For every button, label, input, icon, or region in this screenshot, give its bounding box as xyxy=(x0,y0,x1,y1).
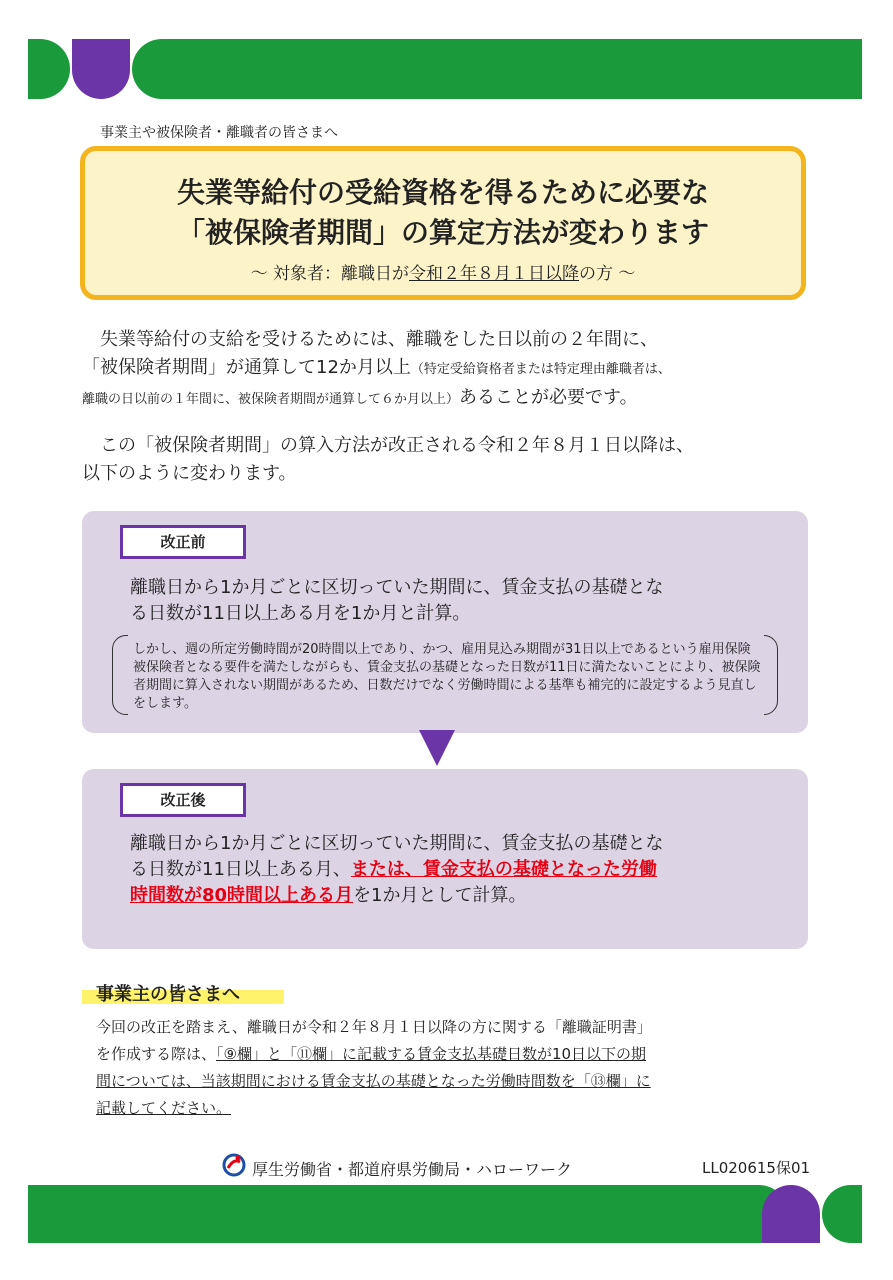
target-date: 令和２年８月１日以降 xyxy=(409,264,579,284)
footer-green-bar xyxy=(28,1185,788,1243)
intro-paragraph-1: 失業等給付の支給を受けるためには、離職をした日以前の２年間に、 「被保険者期間」が通算して12か月以上（特定受給資格者または特定理由離職者は、 離職の日以前の１年間に、被保険者期間が通算して６か月以上）あることが必要です。 xyxy=(82,329,671,408)
employer-body: 今回の改正を踏まえ、離職日が令和２年８月１日以降の方に関する「離職証明書」 を作成する際は、「⑨欄」と「⑪欄」に記載する賃金支払基礎日数が10日以下の期 間については、当該期間における賃金支払の基礎となった労働時間数を「⑬欄」に 記載してください。 xyxy=(96,1018,652,1117)
title-line-2: 「被保険者期間」の算定方法が変わります xyxy=(176,216,709,249)
employer-heading: 事業主の皆さまへ xyxy=(96,984,240,1005)
footer-document-code: LL020615保01 xyxy=(702,1159,811,1177)
ministry-logo-icon xyxy=(222,1153,246,1177)
down-arrow-icon xyxy=(419,730,455,766)
header-purple-drop xyxy=(72,39,130,99)
highlight-text: または、賃金支払の基礎となった労働 xyxy=(350,859,657,880)
title-box xyxy=(80,146,806,300)
footer-purple-drop xyxy=(762,1185,820,1243)
before-note: しかし、週の所定労働時間が20時間以上であり、かつ、雇用見込み期間が31日以上であるという雇用保険被保険者となる要件を満たしながらも、賃金支払の基礎となった日数が11日に満たないことにより、被保険者期間に算入されない期間があるため、日数だけでなく労働時間による基準も補完的に設定するよう見直しをします。 xyxy=(112,635,778,715)
audience-label: 事業主や被保険者・離職者の皆さまへ xyxy=(100,125,338,141)
after-tag: 改正後 xyxy=(120,783,246,817)
header-green-left-block xyxy=(28,39,70,99)
intro-paragraph-2: この「被保険者期間」の算入方法が改正される令和２年８月１日以降は、 以下のように変わります。 xyxy=(82,435,694,484)
header-green-bar xyxy=(132,39,862,99)
title-line-1: 失業等給付の受給資格を得るために必要な xyxy=(176,176,709,209)
title-subtitle: ～ 対象者：離職日が令和２年８月１日以降の方 ～ xyxy=(250,264,636,284)
after-text: 離職日から1か月ごとに区切っていた期間に、賃金支払の基礎とな る日数が11日以上ある月、または、賃金支払の基礎となった労働 時間数が80時間以上ある月を1か月として計算。 xyxy=(130,833,664,906)
before-text: 離職日から1か月ごとに区切っていた期間に、賃金支払の基礎とな る日数が11日以上ある月を1か月と計算。 xyxy=(130,577,664,624)
before-revision-panel xyxy=(82,511,808,733)
footer-organization: 厚生労働省・都道府県労働局・ハローワーク xyxy=(252,1160,573,1179)
after-revision-panel xyxy=(82,769,808,949)
before-tag: 改正前 xyxy=(120,525,246,559)
footer-green-right-block xyxy=(822,1185,862,1243)
